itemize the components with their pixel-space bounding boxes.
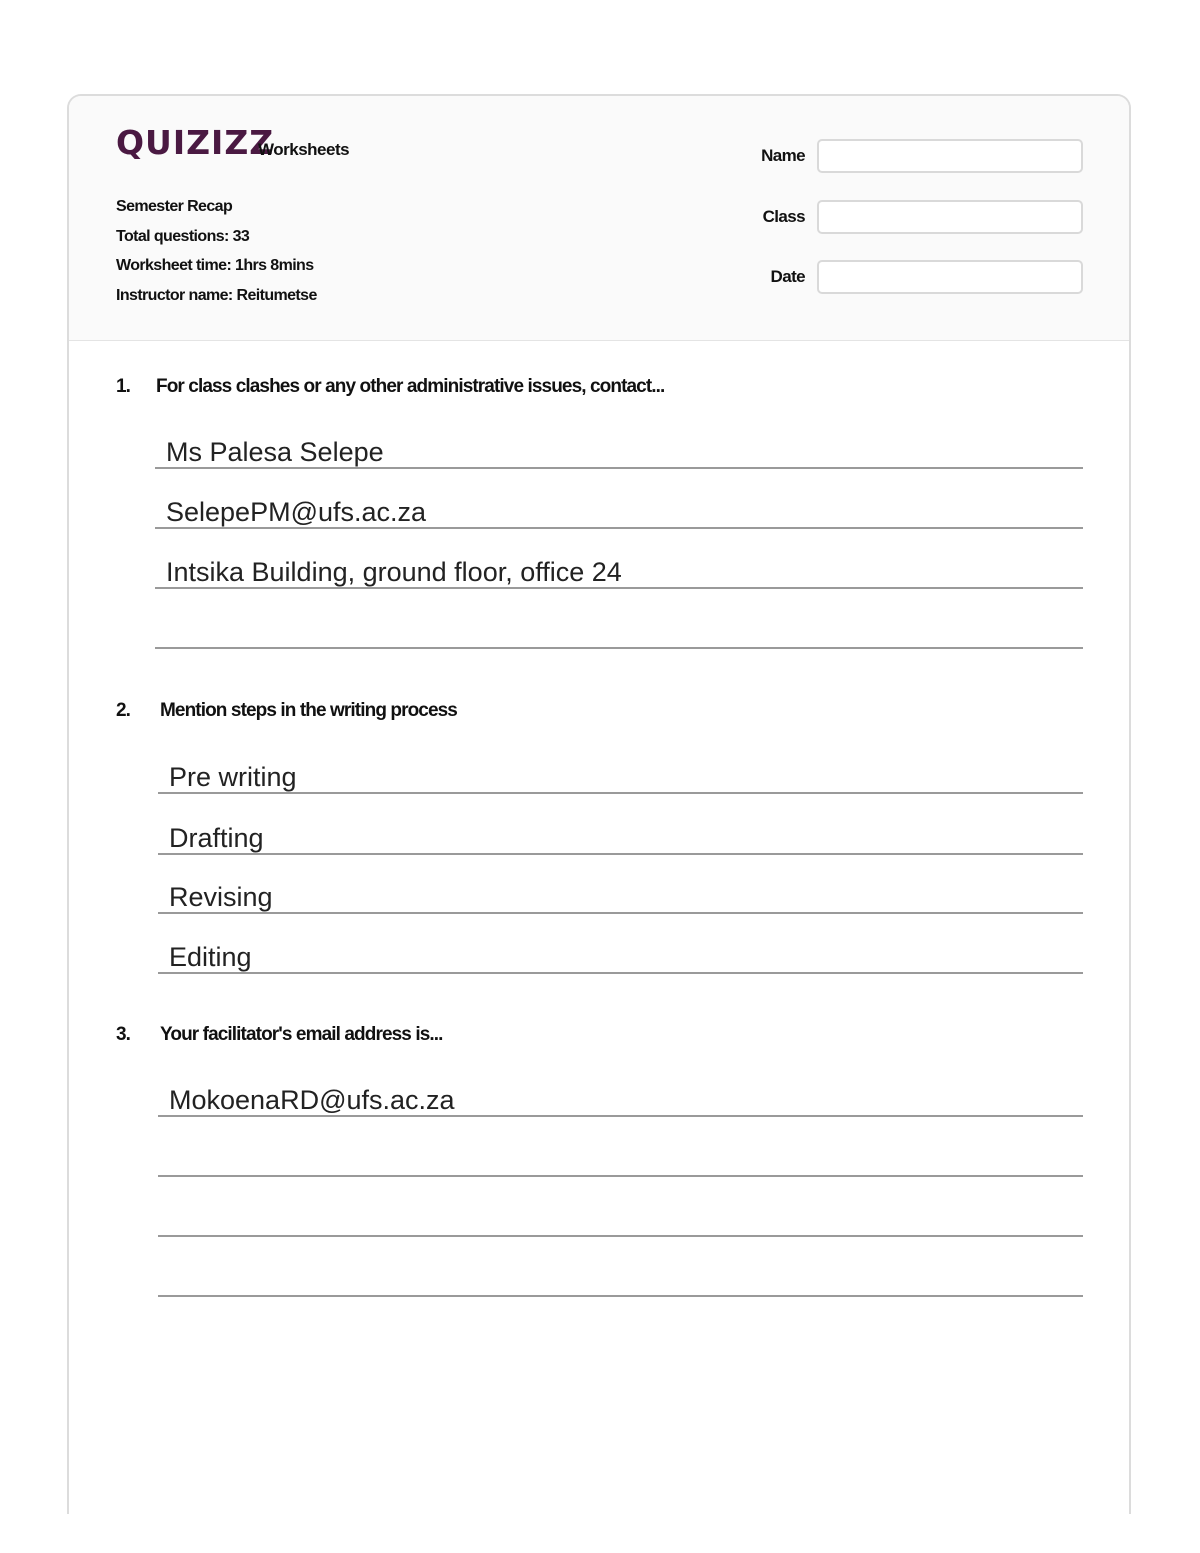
question-number: 3. bbox=[116, 1024, 131, 1045]
answer-text: Pre writing bbox=[169, 762, 297, 792]
worksheet-page bbox=[67, 94, 1131, 1514]
date-input[interactable] bbox=[817, 260, 1083, 294]
question-title bbox=[116, 700, 457, 722]
question-number: 1. bbox=[116, 376, 131, 397]
product-name: Worksheets bbox=[258, 140, 350, 159]
question-title bbox=[116, 1024, 443, 1046]
question-text: Mention steps in the writing process bbox=[160, 700, 457, 721]
answer-line[interactable] bbox=[158, 943, 1083, 974]
answer-line[interactable] bbox=[158, 824, 1083, 855]
answer-line[interactable] bbox=[158, 883, 1083, 914]
name-input[interactable] bbox=[817, 139, 1083, 173]
answer-line[interactable] bbox=[158, 763, 1083, 794]
answer-text: Drafting bbox=[169, 823, 264, 853]
worksheet-title: Semester Recap bbox=[116, 198, 233, 215]
total-questions: Total questions: 33 bbox=[116, 227, 250, 245]
date-field-row bbox=[771, 260, 1083, 294]
class-field-row bbox=[763, 200, 1083, 234]
answer-line[interactable] bbox=[158, 1206, 1083, 1237]
answer-text: Ms Palesa Selepe bbox=[166, 437, 384, 467]
worksheet-header bbox=[69, 96, 1129, 341]
date-label: Date bbox=[770, 267, 805, 286]
name-field-row bbox=[761, 139, 1083, 173]
answer-text: MokoenaRD@ufs.ac.za bbox=[169, 1085, 455, 1115]
instructor-name: Instructor name: Reitumetse bbox=[116, 286, 317, 304]
answer-text: Intsika Building, ground floor, office 24 bbox=[166, 557, 622, 587]
question-text: Your facilitator's email address is... bbox=[160, 1024, 443, 1045]
answer-line[interactable] bbox=[158, 1146, 1083, 1177]
answer-line[interactable] bbox=[158, 1266, 1083, 1297]
answer-text: Revising bbox=[169, 882, 273, 912]
question-text: For class clashes or any other administrative issues, contact... bbox=[156, 376, 665, 397]
quizizz-logo: QUIZIZZ bbox=[116, 123, 275, 162]
class-input[interactable] bbox=[817, 200, 1083, 234]
worksheet-meta bbox=[116, 192, 317, 310]
question-title bbox=[116, 376, 664, 398]
answer-text: SelepePM@ufs.ac.za bbox=[166, 497, 427, 527]
answer-line[interactable] bbox=[158, 1086, 1083, 1117]
answer-line[interactable] bbox=[155, 438, 1083, 469]
class-label: Class bbox=[762, 207, 805, 226]
name-label: Name bbox=[761, 146, 805, 165]
worksheet-time: Worksheet time: 1hrs 8mins bbox=[116, 257, 314, 274]
answer-line[interactable] bbox=[155, 558, 1083, 589]
answer-text: Editing bbox=[169, 942, 252, 972]
answer-line[interactable] bbox=[155, 498, 1083, 529]
question-number: 2. bbox=[116, 700, 131, 721]
answer-line[interactable] bbox=[155, 618, 1083, 649]
